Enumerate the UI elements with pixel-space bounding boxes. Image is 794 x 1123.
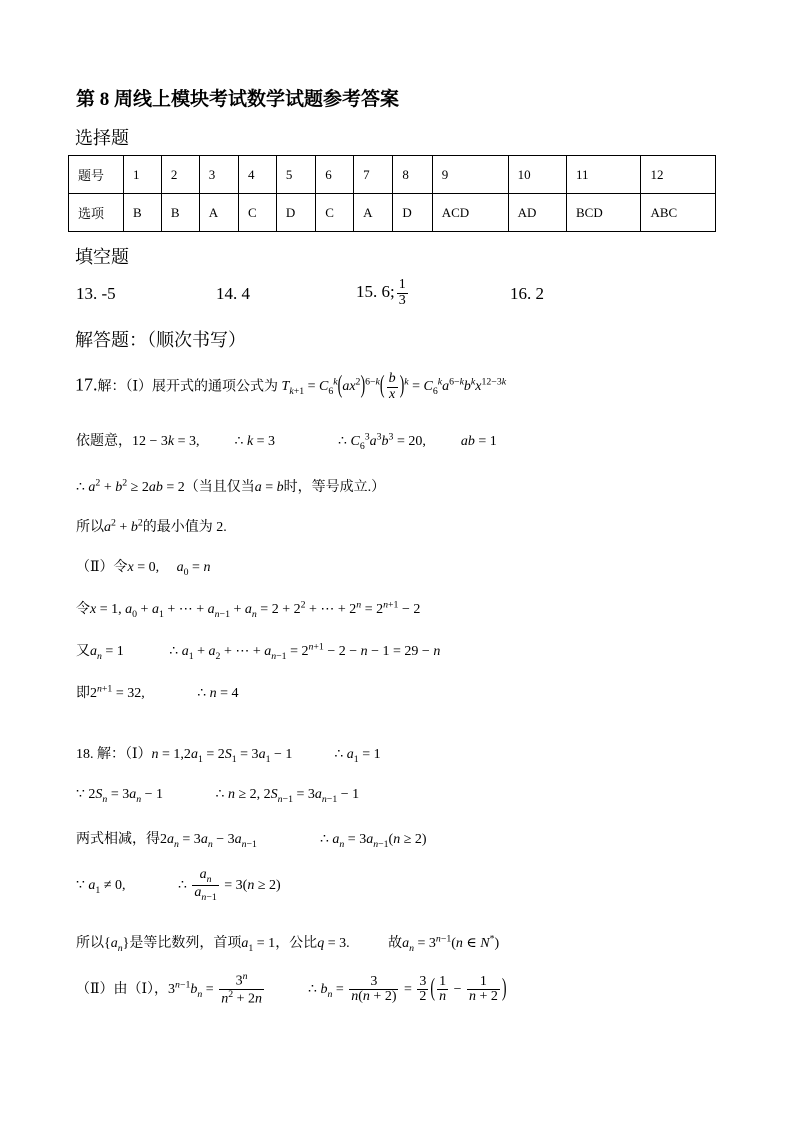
text: 两式相减，得 <box>76 832 160 847</box>
text: 又 <box>76 644 90 659</box>
table-cell: 7 <box>354 156 393 194</box>
formula: $T_{k+1} = C_6^k(ax^2)^{6-k}$( $\frac{b}{x}$ )$^k = C_6^ka^{6-k}b^kx^{12-3k}$ <box>281 371 507 402</box>
table-cell: 2 <box>161 156 199 194</box>
text: 的最小值为 2. <box>142 520 227 535</box>
table-cell: 5 <box>276 156 315 194</box>
formula: ∵ $2S_n = 3a_n - 1$ ∴ n ≥ 2, $2S_{n-1} = 3a_{n-1} - 1$ <box>76 787 360 805</box>
table-cell: A <box>354 194 393 232</box>
q18-line-4 <box>76 868 281 903</box>
q18-line-1 <box>76 743 381 765</box>
formula: 12 − 3k = 3, ∴ k = 3 ∴ $C_6^3a^3b^3 = 20$, ab = 1 <box>132 431 497 452</box>
text: 令 <box>76 602 90 617</box>
q18-line-2 <box>76 786 359 805</box>
table-cell: D <box>393 194 432 232</box>
table-cell: D <box>276 194 315 232</box>
fill-answer-13: 13. -5 <box>76 284 116 303</box>
fill-answer-15 <box>356 278 410 308</box>
table-cell: 12 <box>641 156 716 194</box>
fill-answer-16: 16. 2 <box>510 284 544 303</box>
table-row-question-numbers <box>69 156 716 194</box>
q17-number: 17. <box>75 374 98 395</box>
formula: $a_1 = 1$ <box>241 936 276 954</box>
q17-line-8 <box>76 682 239 702</box>
fraction-numerator: 1 <box>398 277 406 292</box>
table-cell: 选项 <box>69 194 124 232</box>
table-cell: 9 <box>432 156 508 194</box>
table-cell: 1 <box>124 156 162 194</box>
q18-line-5 <box>76 932 499 954</box>
q17-line-2 <box>76 430 497 452</box>
table-cell: B <box>124 194 162 232</box>
formula: x = 1, $a_0 + a_1$ + ⋯ + $a_{n-1} + a_n = 2 + 2^2$ + ⋯ + $2^n = 2^{n+1} - 2$ <box>90 599 421 620</box>
table-cell: ABC <box>641 194 716 232</box>
choice-heading: 选择题 <box>75 128 129 148</box>
q17-intro: 解：（Ⅰ）展开式的通项公式为 <box>97 379 279 395</box>
q18-line-6 <box>76 972 507 1008</box>
solve-heading: 解答题：（顺次书写） <box>75 330 246 350</box>
formula: $\{a_n\}$ <box>104 936 130 954</box>
document-title: 第 8 周线上模块考试数学试题参考答案 <box>76 89 400 110</box>
fill-heading: 填空题 <box>75 247 129 267</box>
table-cell: 3 <box>199 156 238 194</box>
table-cell: BCD <box>566 194 640 232</box>
formula: x = 0, $a_0 = n$ <box>127 560 211 578</box>
formula: $3^{n-1}b_n$ = $\frac{3^n}{n^2 + 2n}$ ∴ $b_n$ = $\frac{3}{n(n + 2)}$ = $\frac{3}{2}$ ( $\frac{1}{n}$ − $\frac{1}{n + 2}$ ) <box>168 971 507 1007</box>
table-cell: C <box>316 194 354 232</box>
formula: a <box>254 480 262 495</box>
formula: $2a_n = 3a_n - 3a_{n-1}$ ∴ $a_n = 3a_{n-1}(n \ge 2)$ <box>160 832 427 850</box>
table-cell: AD <box>508 194 566 232</box>
text: 依题意， <box>76 434 132 449</box>
text: （当且仅当 <box>184 480 255 495</box>
q18-line-3 <box>76 828 427 850</box>
formula: $2^{n+1} = 32$, ∴ n = 4 <box>90 683 239 701</box>
table-cell: 8 <box>393 156 432 194</box>
formula: ∵ $a_1 \ne 0$, ∴ $\frac{a_n}{a_{n-1}}$ = 3(n ≥ 2) <box>76 867 281 903</box>
q17-line-6 <box>76 598 420 620</box>
table-cell: 4 <box>239 156 277 194</box>
formula: ∴ $a^2 + b^2 \ge 2ab = 2$ <box>76 477 185 495</box>
text: 所以 <box>76 520 104 535</box>
formula: $a_n = 3^{n-1}(n$ ∈ N*) <box>402 933 500 954</box>
text: 是等比数列，首项 <box>129 936 242 951</box>
table-cell: ACD <box>432 194 508 232</box>
text: 18. 解：（Ⅰ） <box>76 747 152 762</box>
text: 所以 <box>76 936 104 951</box>
q17-line-4 <box>76 516 227 536</box>
formula: q = 3. <box>317 936 389 951</box>
table-cell: A <box>199 194 238 232</box>
table-cell: 11 <box>566 156 640 194</box>
table-cell: 6 <box>316 156 354 194</box>
q17-line-1 <box>75 372 506 402</box>
answer-table <box>68 155 716 232</box>
fraction-denominator: 3 <box>398 292 406 308</box>
text: 故 <box>388 936 403 951</box>
fill-answer-15-label: 15. 6; <box>356 282 395 302</box>
text: ，公比 <box>275 936 318 951</box>
q17-line-5 <box>76 556 210 578</box>
q17-line-7 <box>76 640 440 662</box>
formula: $a^2 + b^2$ <box>104 517 143 535</box>
text: （Ⅱ）令 <box>76 560 128 575</box>
table-cell: C <box>239 194 277 232</box>
fill-answer-14: 14. 4 <box>216 284 250 303</box>
text: 时，等号成立.） <box>283 480 386 495</box>
formula: $a_n = 1$ ∴ $a_1 + a_2$ + ⋯ + $a_{n-1} = 2^{n+1} - 2 - n - 1 = 29 - n$ <box>90 641 441 662</box>
table-cell: 题号 <box>69 156 124 194</box>
text: 即 <box>76 686 90 701</box>
table-cell: 10 <box>508 156 566 194</box>
q17-line-3: ∴ $a^2 + b^2 \ge 2ab = 2$（当且仅当a = b时，等号成立.） <box>76 477 386 495</box>
table-cell: B <box>161 194 199 232</box>
table-row-answers <box>69 194 716 232</box>
text: （Ⅱ）由（Ⅰ）， <box>76 982 169 998</box>
formula: $n = 1,2a_1 = 2S_1 = 3a_1 - 1$ ∴ $a_1 = 1$ <box>151 747 381 765</box>
